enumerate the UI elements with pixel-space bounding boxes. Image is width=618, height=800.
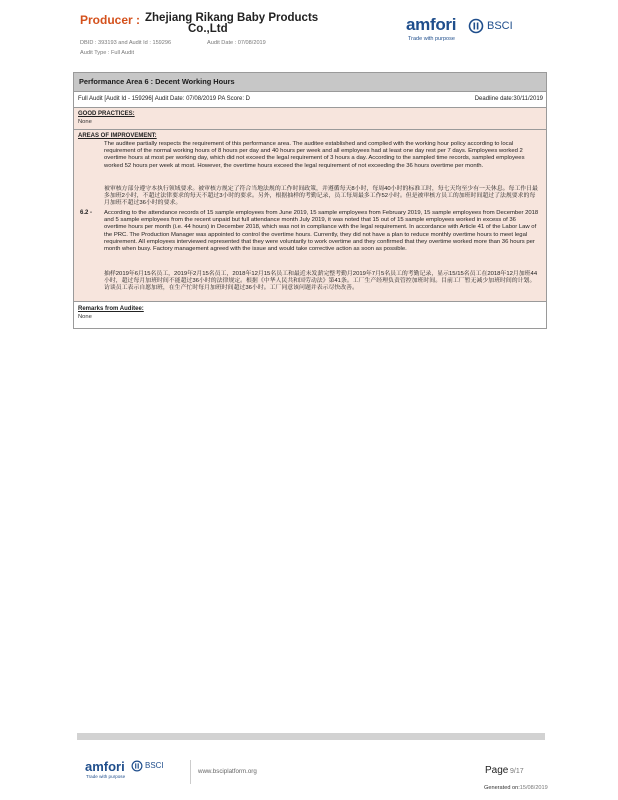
remarks-section bbox=[74, 302, 546, 328]
dbid-line: DBID : 393193 and Audit Id : 159296 bbox=[80, 40, 172, 46]
producer-name-line2: Co.,Ltd bbox=[188, 23, 228, 35]
footer-logo-tagline: Trade with purpose bbox=[86, 774, 126, 779]
improvement-2-chinese: 抽样2019年6月15名员工，2019年2月15名员工，2018年12月15名员工和最近未发薪完整考勤月2019年7月5名员工的考勤记录，显示15/15名员工在2018年12月加班44小时，超过每月加班时间不能超过36小时的法律规定。根据《中华人民共和国劳动法》第41条。工厂生产经理负责管控加班时间。目前工厂暂无减少加班时间的计划。访谈员工表示自愿加班，在生产忙时每月加班时间超过36小时。工厂同意该问题并表示尽快改善。 bbox=[104, 271, 538, 292]
generated-date: 15/08/2019 bbox=[519, 785, 548, 791]
producer-name bbox=[145, 13, 335, 35]
logo-word: amfori bbox=[406, 15, 457, 34]
page-label: Page bbox=[485, 765, 509, 776]
areas-of-improvement-section bbox=[74, 130, 546, 302]
page-number: 9/17 bbox=[510, 768, 524, 775]
remarks-title: Remarks from Auditee: bbox=[78, 306, 144, 312]
amfori-logo bbox=[406, 17, 546, 47]
performance-area-box bbox=[73, 72, 547, 329]
audit-date-line: Audit Date : 07/08/2019 bbox=[207, 40, 266, 46]
good-practices-value: None bbox=[78, 119, 92, 125]
improvement-1-chinese: 被审核方部分遵守本执行领域要求。被审核方规定了符合当地法规的工作时间政策，并遵循每天8小时，每周40小时的标准工时，每七天均至少有一天休息。每工作日最多加班2小时，不超过法律要求的每天不超过3小时的要求。另外，根据抽样的考勤记录，员工每周最多工作52小时。但是被审核方员工的加班时间超过了法规要求的每月加班不超过36小时的要求。 bbox=[104, 186, 538, 207]
good-practices-section bbox=[74, 108, 546, 130]
producer-name-line1: Zhejiang Rikang Baby Products bbox=[145, 12, 319, 24]
audit-info-row bbox=[74, 92, 546, 108]
footer-bar bbox=[77, 733, 545, 740]
remarks-value: None bbox=[78, 314, 92, 320]
performance-area-header bbox=[74, 73, 546, 92]
footer-logo bbox=[85, 759, 185, 785]
producer-label: Producer : bbox=[80, 13, 141, 27]
logo-tagline: Trade with purpose bbox=[408, 36, 455, 42]
audit-type-line: Audit Type : Full Audit bbox=[80, 50, 135, 56]
generated-on bbox=[484, 785, 548, 791]
logo-bsci: BSCI bbox=[487, 20, 513, 32]
footer-logo-bsci: BSCI bbox=[145, 761, 164, 770]
deadline-date: Deadline date:30/11/2019 bbox=[474, 96, 543, 102]
audit-info: Full Audit [Audit Id - 159296] Audit Date: 07/08/2019 PA Score: D bbox=[78, 96, 250, 102]
amfori-mark-icon bbox=[468, 18, 484, 34]
generated-label: Generated on: bbox=[484, 785, 520, 791]
improvement-title: AREAS OF IMPROVEMENT: bbox=[78, 133, 157, 139]
improvement-2-english: According to the attendance records of 15 sample employees from June 2019, 15 sample employees from February 2019, 15 sample employees from December 2018 and 5 sample employees from the recent unpaid but full attendance month July 2019, it was noted that 15 out of 15 sample employees worked in excess of 36 overtime hours per month (i.e. 44 hours) in December 2018, which was not in compliance with the legal requirement. In accordance with Article 41 of the Labor Law of the PRC. The Production Manager was appointed to control the overtime hours. Currently, they did not have a plan to reduce monthly overtime hours to meet legal requirement. All employees interviewed represented that they were voluntarily to work overtime and they confirmed that they overtime worked more than 36 hours per month when busy. Factory management agreed with the issue and would take corrective action as soon as possible. bbox=[104, 210, 539, 253]
footer-amfori-mark-icon bbox=[131, 760, 143, 772]
footer-url[interactable]: www.bsciplatform.org bbox=[198, 768, 257, 775]
good-practices-title: GOOD PRACTICES: bbox=[78, 111, 135, 117]
performance-area-title: Performance Area 6 : Decent Working Hours bbox=[79, 77, 235, 86]
improvement-1-english: The auditee partially respects the requirement of this performance area. The auditee established and complied with the working hour policy according to local requirement of the normal working hours of 8 hours per day and 40 hours per week and all employees had at least one day rest per 7 days. Employees worked 2 overtime hours at most per working day, which did not exceed the legal requirement of 3 hours a day. According to the sampled time records, sampled employees worked 52 hours per week at most. However, the overtime hours exceed the legal requirement of not exceeding the 36 hours overtime per month. bbox=[104, 141, 525, 169]
footer-logo-word: amfori bbox=[85, 759, 125, 774]
footer-divider bbox=[190, 760, 191, 784]
item-number: 6.2 - bbox=[80, 210, 93, 216]
